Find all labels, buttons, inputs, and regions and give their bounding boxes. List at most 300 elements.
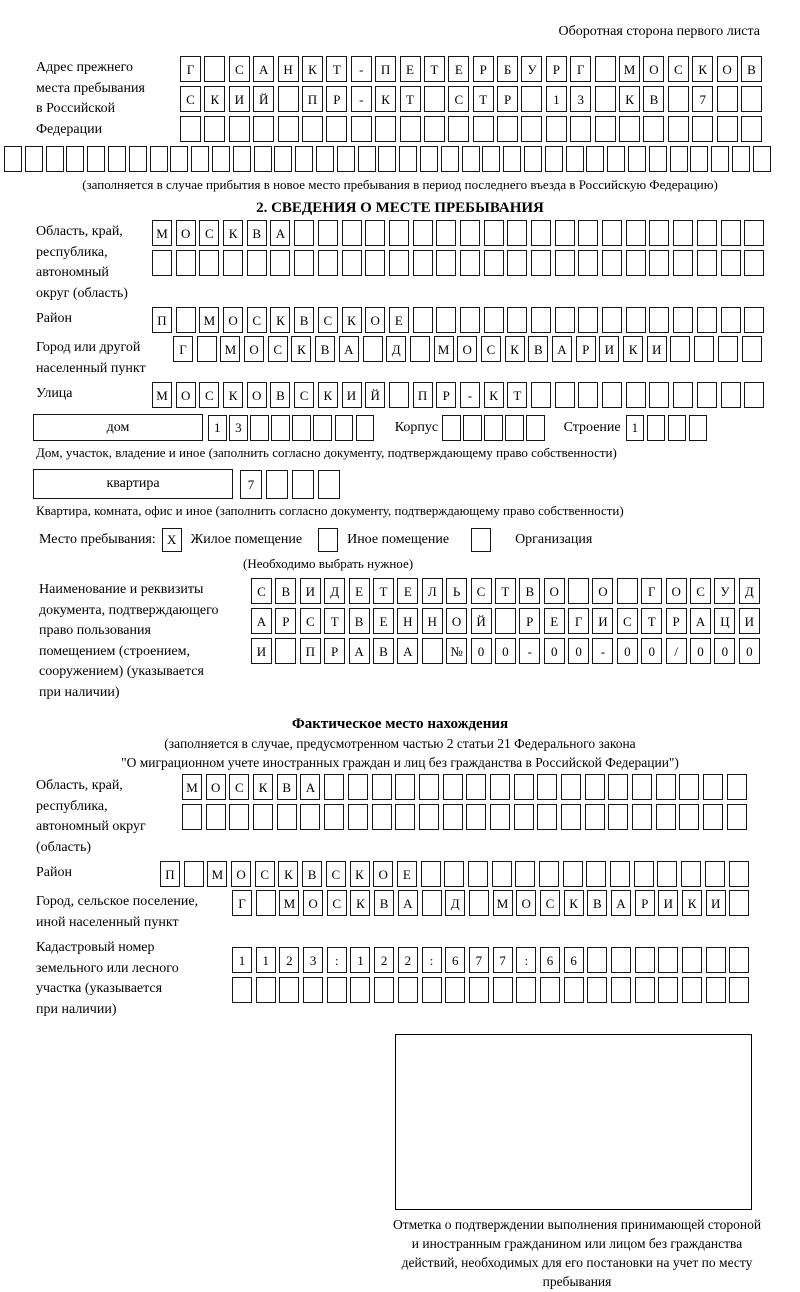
stay-type-note: (Необходимо выбрать нужное) xyxy=(243,556,414,571)
char-box: И xyxy=(229,86,250,112)
char-box xyxy=(697,382,717,408)
char-box xyxy=(204,116,225,142)
char-box xyxy=(697,307,717,333)
char-box xyxy=(689,415,708,441)
char-box xyxy=(690,146,708,172)
char-box xyxy=(295,146,313,172)
char-box: В xyxy=(373,638,394,664)
char-box: 1 xyxy=(350,947,370,973)
char-box xyxy=(318,220,338,246)
char-box xyxy=(348,774,368,800)
actual-region-row-2 xyxy=(182,804,751,830)
char-box xyxy=(668,116,689,142)
char-box: 0 xyxy=(495,638,516,664)
char-box xyxy=(744,250,764,276)
char-box xyxy=(602,307,622,333)
char-box: А xyxy=(397,638,418,664)
char-box xyxy=(555,250,575,276)
char-box: М xyxy=(279,890,299,916)
char-box: О xyxy=(206,774,226,800)
char-box: К xyxy=(342,307,362,333)
char-box xyxy=(668,86,689,112)
char-box xyxy=(514,774,534,800)
char-box xyxy=(442,415,461,441)
char-box xyxy=(717,116,738,142)
char-box: Р xyxy=(519,608,540,634)
char-box: С xyxy=(180,86,201,112)
char-box xyxy=(658,947,678,973)
char-box xyxy=(197,336,217,362)
char-box xyxy=(566,146,584,172)
char-box: 0 xyxy=(544,638,565,664)
label-line: право пользования xyxy=(39,623,151,638)
char-box xyxy=(608,804,628,830)
char-box: 0 xyxy=(690,638,711,664)
label-line: Кадастровый номер xyxy=(36,940,155,955)
char-box: К xyxy=(484,382,504,408)
char-box xyxy=(448,116,469,142)
char-box xyxy=(212,146,230,172)
char-box xyxy=(233,146,251,172)
char-box xyxy=(555,307,575,333)
char-box xyxy=(278,116,299,142)
char-box xyxy=(395,804,415,830)
char-box: Г xyxy=(232,890,252,916)
char-box: В xyxy=(741,56,762,82)
char-box xyxy=(718,336,738,362)
char-box: А xyxy=(253,56,274,82)
char-box xyxy=(484,250,504,276)
char-box xyxy=(647,415,666,441)
cadastral-row-1 xyxy=(232,947,753,973)
char-box: / xyxy=(666,638,687,664)
char-box: О xyxy=(231,861,251,887)
char-box: П xyxy=(302,86,323,112)
char-box xyxy=(628,146,646,172)
char-box xyxy=(419,804,439,830)
actual-district-row xyxy=(160,861,752,887)
char-box xyxy=(531,250,551,276)
char-box xyxy=(561,774,581,800)
document-row-1 xyxy=(251,578,763,604)
page-side-note: Оборотная сторона первого листа xyxy=(558,24,760,39)
char-box xyxy=(545,146,563,172)
char-box xyxy=(703,804,723,830)
char-box xyxy=(706,947,726,973)
char-box: С xyxy=(690,578,711,604)
char-box: Т xyxy=(507,382,527,408)
char-box: С xyxy=(668,56,689,82)
char-box xyxy=(657,861,677,887)
char-box: 7 xyxy=(240,470,262,499)
char-box xyxy=(578,250,598,276)
char-box: П xyxy=(160,861,180,887)
actual-location-note-1: (заполняется в случае, предусмотренном частью 2 статьи 21 Федерального закона xyxy=(164,736,636,751)
char-box: В xyxy=(587,890,607,916)
char-box: Р xyxy=(546,56,567,82)
char-box: К xyxy=(291,336,311,362)
char-box xyxy=(358,146,376,172)
char-box xyxy=(490,804,510,830)
char-box: : xyxy=(516,947,536,973)
char-box: И xyxy=(342,382,362,408)
region-row-1 xyxy=(152,220,768,246)
char-box: Й xyxy=(471,608,492,634)
char-box xyxy=(66,146,84,172)
char-box xyxy=(744,382,764,408)
char-box: У xyxy=(714,578,735,604)
char-box: 0 xyxy=(714,638,735,664)
char-box xyxy=(422,638,443,664)
char-box xyxy=(274,146,292,172)
char-box xyxy=(326,116,347,142)
char-box: : xyxy=(327,947,347,973)
char-box: Т xyxy=(641,608,662,634)
char-box xyxy=(170,146,188,172)
char-box xyxy=(564,977,584,1003)
char-box xyxy=(539,861,559,887)
field-city xyxy=(36,336,800,379)
char-box: К xyxy=(564,890,584,916)
char-box xyxy=(744,307,764,333)
district-row xyxy=(152,307,768,333)
char-box xyxy=(324,804,344,830)
char-box: С xyxy=(229,774,249,800)
char-box xyxy=(184,861,204,887)
char-box xyxy=(578,307,598,333)
char-box xyxy=(302,116,323,142)
char-box xyxy=(568,578,589,604)
char-box xyxy=(389,382,409,408)
char-box: С xyxy=(448,86,469,112)
char-box xyxy=(372,804,392,830)
char-box xyxy=(229,804,249,830)
char-box xyxy=(626,382,646,408)
char-box xyxy=(436,220,456,246)
char-box xyxy=(150,146,168,172)
char-box xyxy=(46,146,64,172)
label-line: земельного или лесного xyxy=(36,960,179,976)
char-box xyxy=(413,220,433,246)
char-box xyxy=(469,890,489,916)
char-box: Р xyxy=(666,608,687,634)
char-box xyxy=(681,861,701,887)
char-box xyxy=(443,804,463,830)
char-box: 7 xyxy=(493,947,513,973)
char-box: М xyxy=(152,382,172,408)
char-box xyxy=(673,307,693,333)
char-box xyxy=(729,861,749,887)
char-box: И xyxy=(599,336,619,362)
char-box xyxy=(727,774,747,800)
field-house xyxy=(33,414,800,441)
char-box xyxy=(463,415,482,441)
char-box: 0 xyxy=(739,638,760,664)
char-box: - xyxy=(351,86,372,112)
label-line: Федерации xyxy=(36,121,103,137)
field-actual-district xyxy=(36,861,800,887)
char-box: Д xyxy=(386,336,406,362)
char-box: М xyxy=(434,336,454,362)
label-line: Город, сельское поселение, xyxy=(36,894,199,909)
label-line: округ (область) xyxy=(36,285,128,301)
char-box: В xyxy=(247,220,267,246)
field-stay-type xyxy=(39,528,800,552)
label-line: иной населенный пункт xyxy=(36,914,179,930)
char-box xyxy=(602,382,622,408)
char-box xyxy=(602,220,622,246)
char-box: Г xyxy=(568,608,589,634)
char-box xyxy=(420,146,438,172)
char-box xyxy=(670,336,690,362)
char-box xyxy=(673,382,693,408)
korpus-cells xyxy=(442,415,547,441)
char-box: В xyxy=(349,608,370,634)
label-line: Область, край, xyxy=(36,778,123,793)
char-box xyxy=(649,382,669,408)
char-box xyxy=(610,861,630,887)
char-box xyxy=(484,307,504,333)
label-line: (область) xyxy=(36,839,92,855)
char-box xyxy=(270,250,290,276)
actual-city-label xyxy=(36,890,232,933)
char-box xyxy=(656,804,676,830)
char-box: А xyxy=(270,220,290,246)
document-row-3 xyxy=(251,638,763,664)
char-box xyxy=(507,250,527,276)
char-box xyxy=(413,307,433,333)
char-box xyxy=(673,250,693,276)
apartment-caption: Квартира, комната, офис и иное (заполнить согласно документу, подтверждающему право собственности) xyxy=(36,503,624,518)
char-box: - xyxy=(460,382,480,408)
char-box: Н xyxy=(397,608,418,634)
char-box: С xyxy=(294,382,314,408)
char-box: О xyxy=(373,861,393,887)
char-box: Н xyxy=(278,56,299,82)
char-box: С xyxy=(247,307,267,333)
char-box xyxy=(744,220,764,246)
char-box: К xyxy=(682,890,702,916)
char-box: 3 xyxy=(570,86,591,112)
char-box: М xyxy=(182,774,202,800)
char-box xyxy=(555,220,575,246)
char-box: К xyxy=(223,220,243,246)
char-box xyxy=(635,977,655,1003)
char-box xyxy=(356,415,375,441)
char-box xyxy=(531,220,551,246)
field-apartment xyxy=(33,469,800,499)
char-box xyxy=(619,116,640,142)
char-box: К xyxy=(204,86,225,112)
char-box xyxy=(697,220,717,246)
char-box xyxy=(444,861,464,887)
char-box: Т xyxy=(424,56,445,82)
char-box xyxy=(721,220,741,246)
stay-type-option-residential: Жилое помещение xyxy=(190,532,303,547)
char-box: 6 xyxy=(564,947,584,973)
char-box xyxy=(266,470,288,499)
char-box xyxy=(152,250,172,276)
char-box xyxy=(611,977,631,1003)
stay-type-checkbox-organization[interactable] xyxy=(471,528,491,552)
char-box xyxy=(253,804,273,830)
char-box: И xyxy=(739,608,760,634)
char-box: А xyxy=(611,890,631,916)
char-box xyxy=(199,250,219,276)
char-box: К xyxy=(350,890,370,916)
char-box xyxy=(578,220,598,246)
char-box: К xyxy=(350,861,370,887)
char-box: Г xyxy=(180,56,201,82)
char-box: М xyxy=(152,220,172,246)
char-box xyxy=(607,146,625,172)
char-box: К xyxy=(302,56,323,82)
field-street xyxy=(36,382,800,408)
city-row xyxy=(173,336,765,362)
district-label: Район xyxy=(36,311,72,326)
cadastral-row-2 xyxy=(232,977,753,1003)
char-box xyxy=(608,774,628,800)
char-box xyxy=(223,250,243,276)
char-box xyxy=(741,116,762,142)
char-box xyxy=(563,861,583,887)
char-box: Т xyxy=(495,578,516,604)
char-box xyxy=(585,804,605,830)
char-box xyxy=(643,116,664,142)
char-box: О xyxy=(717,56,738,82)
apartment-cells xyxy=(240,470,344,499)
stay-type-checkbox-residential[interactable]: X xyxy=(162,528,182,552)
char-box xyxy=(585,774,605,800)
char-box: С xyxy=(471,578,492,604)
char-box: Б xyxy=(497,56,518,82)
cadastral-label xyxy=(36,936,232,1020)
label-line: Область, край, xyxy=(36,224,123,239)
label-line: автономный xyxy=(36,265,109,280)
field-actual-region xyxy=(36,774,800,858)
char-box xyxy=(703,774,723,800)
char-box xyxy=(256,977,276,1003)
city-label xyxy=(36,336,173,379)
char-box xyxy=(578,382,598,408)
char-box xyxy=(540,977,560,1003)
char-box: 6 xyxy=(540,947,560,973)
char-box xyxy=(25,146,43,172)
char-box: О xyxy=(592,578,613,604)
char-box xyxy=(658,977,678,1003)
char-box xyxy=(327,977,347,1003)
char-box xyxy=(348,804,368,830)
stay-type-option-organization: Организация xyxy=(515,532,593,547)
char-box xyxy=(729,890,749,916)
char-box: О xyxy=(303,890,323,916)
label-line: республика, xyxy=(36,244,108,260)
char-box xyxy=(595,56,616,82)
char-box: С xyxy=(255,861,275,887)
char-box xyxy=(531,307,551,333)
char-box: - xyxy=(351,56,372,82)
char-box xyxy=(318,250,338,276)
char-box xyxy=(595,116,616,142)
char-box: О xyxy=(223,307,243,333)
char-box xyxy=(232,977,252,1003)
char-box: А xyxy=(690,608,711,634)
char-box: Й xyxy=(365,382,385,408)
document-row-2 xyxy=(251,608,763,634)
char-box: : xyxy=(422,947,442,973)
document-label xyxy=(39,578,251,703)
confirmation-stamp-box xyxy=(395,1034,752,1210)
char-box: К xyxy=(692,56,713,82)
label-line: при наличии) xyxy=(39,684,120,700)
char-box xyxy=(492,861,512,887)
char-box: 1 xyxy=(256,947,276,973)
char-box: А xyxy=(300,774,320,800)
char-box: - xyxy=(592,638,613,664)
char-box xyxy=(717,86,738,112)
actual-location-title: Фактическое место нахождения xyxy=(291,716,509,732)
char-box: Д xyxy=(445,890,465,916)
char-box xyxy=(351,116,372,142)
char-box xyxy=(587,947,607,973)
char-box xyxy=(292,415,311,441)
char-box xyxy=(229,116,250,142)
char-box: Г xyxy=(173,336,193,362)
label-line: Наименование и реквизиты xyxy=(39,582,204,597)
char-box: А xyxy=(251,608,272,634)
char-box xyxy=(182,804,202,830)
char-box xyxy=(649,220,669,246)
char-box xyxy=(419,774,439,800)
char-box xyxy=(278,86,299,112)
char-box xyxy=(679,774,699,800)
char-box xyxy=(727,804,747,830)
field-actual-city xyxy=(36,890,800,933)
char-box xyxy=(742,336,762,362)
char-box xyxy=(256,890,276,916)
actual-city-row xyxy=(232,890,753,916)
char-box: № xyxy=(446,638,467,664)
char-box xyxy=(493,977,513,1003)
char-box xyxy=(546,116,567,142)
char-box xyxy=(692,116,713,142)
char-box xyxy=(300,804,320,830)
char-box: С xyxy=(229,56,250,82)
label-line: документа, подтверждающего xyxy=(39,602,219,618)
char-box xyxy=(682,977,702,1003)
char-box: И xyxy=(658,890,678,916)
prev-address-label xyxy=(36,56,180,142)
char-box: Р xyxy=(326,86,347,112)
char-box: Е xyxy=(397,578,418,604)
char-box xyxy=(413,250,433,276)
char-box: К xyxy=(270,307,290,333)
char-box: Р xyxy=(473,56,494,82)
char-box: И xyxy=(251,638,272,664)
char-box xyxy=(711,146,729,172)
house-label-box: дом xyxy=(33,414,203,441)
char-box xyxy=(176,250,196,276)
char-box xyxy=(421,861,441,887)
char-box: 0 xyxy=(471,638,492,664)
char-box: К xyxy=(375,86,396,112)
char-box: О xyxy=(457,336,477,362)
stay-type-checkbox-other[interactable] xyxy=(318,528,338,552)
korpus-label: Корпус xyxy=(394,419,439,435)
actual-region-label xyxy=(36,774,182,858)
char-box xyxy=(441,146,459,172)
char-box xyxy=(705,861,725,887)
